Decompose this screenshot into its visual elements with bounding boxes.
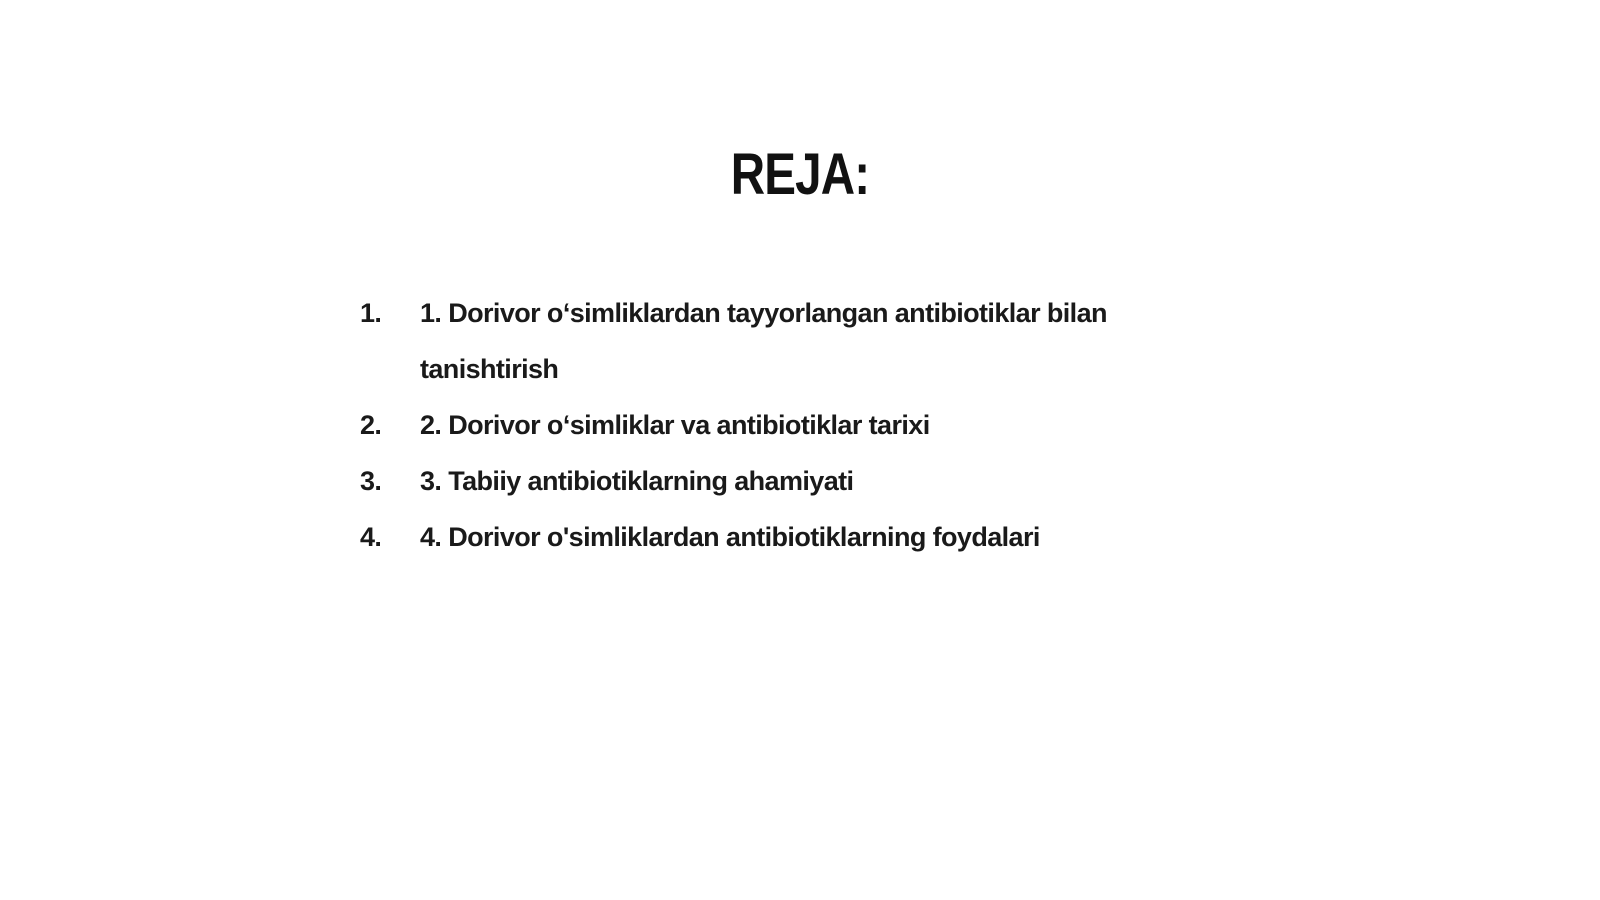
plan-item-text: 1. Dorivor o‘simliklardan tayyorlangan antibiotiklar bilan tanishtirish — [420, 298, 1107, 384]
plan-item-number: 4. — [360, 522, 382, 552]
slide-title: REJA: — [730, 141, 870, 207]
plan-item-2 — [360, 397, 1180, 453]
plan-item-text: 4. Dorivor o'simliklardan antibiotiklarning foydalari — [420, 522, 1040, 552]
plan-item-text: 2. Dorivor o‘simliklar va antibiotiklar tarixi — [420, 410, 930, 440]
plan-item-1 — [360, 285, 1180, 397]
plan-item-3 — [360, 453, 1180, 509]
plan-list — [360, 285, 1180, 565]
plan-item-number: 2. — [360, 410, 382, 440]
plan-item-text: 3. Tabiiy antibiotiklarning ahamiyati — [420, 466, 854, 496]
plan-item-number: 3. — [360, 466, 382, 496]
plan-item-4 — [360, 509, 1180, 565]
plan-item-number: 1. — [360, 298, 382, 328]
